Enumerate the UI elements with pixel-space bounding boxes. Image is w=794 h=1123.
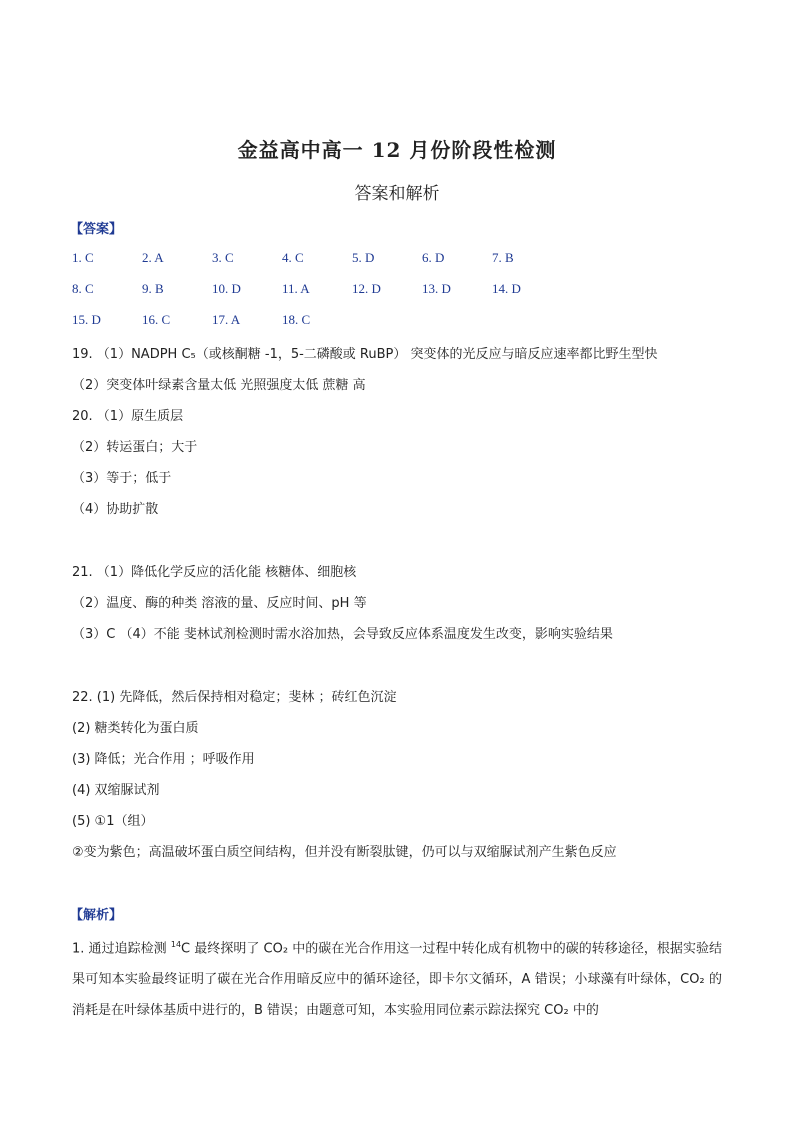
analysis-paragraph [72,929,722,1026]
answer-item: 12. D [352,281,381,296]
q19-line-1: 19. （1）NADPH C₅（或核酮糖 -1，5-二磷酸或 RuBP） 突变体的光反应与暗反应速率都比野生型快 [72,347,658,362]
answers-heading: 【答案】 [70,222,123,237]
answer-item: 16. C [142,312,171,327]
q21-line-2: （2）温度、酶的种类 溶液的量、反应时间、pH 等 [72,596,367,611]
answer-item: 9. B [142,281,164,296]
answer-item: 2. A [142,250,164,265]
answer-item: 18. C [282,312,311,327]
answer-item: 7. B [492,250,514,265]
q22-line-2: (2) 糖类转化为蛋白质 [72,721,199,736]
analysis-heading: 【解析】 [70,908,123,923]
q22-line-6: ②变为紫色；高温破坏蛋白质空间结构，但并没有断裂肽键，仍可以与双缩脲试剂产生紫色反应 [72,845,617,860]
answer-item: 17. A [212,312,241,327]
q22-line-5: (5) ①1（组） [72,814,154,829]
q21-line-1: 21. （1）降低化学反应的活化能 核糖体、细胞核 [72,565,357,580]
q22-line-1: 22. (1) 先降低，然后保持相对稳定；斐林 ；砖红色沉淀 [72,690,397,705]
analysis-text-a: 1. 通过追踪检测 [72,941,171,957]
q20-line-1: 20. （1）原生质层 [72,409,184,424]
analysis-text-b: C 最终探明了 CO₂ 中的碳在光合作用这一过程中转化成有机物中的碳的转移途径，根据实验结果可知本实验最终证明了碳在光合作用暗反应中的循环途径，即卡尔文循环，A 错误；小球藻有叶绿体，CO₂ 的消耗是在叶绿体基质中进行的，B 错误；由题意可知，本实验用同位素示踪法探究 CO₂ 中的 [72,941,722,1019]
isotope-superscript: 14 [170,940,182,949]
answer-item: 1. C [72,250,94,265]
q20-line-4: （4）协助扩散 [72,502,159,517]
answer-item: 13. D [422,281,451,296]
answer-item: 5. D [352,250,375,265]
answer-item: 4. C [282,250,304,265]
q20-line-2: （2）转运蛋白；大于 [72,440,198,455]
answer-item: 14. D [492,281,521,296]
answer-item: 8. C [72,281,94,296]
q22-line-4: (4) 双缩脲试剂 [72,783,160,798]
q21-line-3: （3）C （4）不能 斐林试剂检测时需水浴加热，会导致反应体系温度发生改变，影响实验结果 [72,627,613,642]
document-subtitle: 答案和解析 [354,184,440,204]
document-title: 金益高中高一 12 月份阶段性检测 [237,138,557,162]
answer-item: 10. D [212,281,241,296]
q20-line-3: （3）等于；低于 [72,471,172,486]
answer-item: 6. D [422,250,445,265]
answer-item: 11. A [282,281,310,296]
q19-line-2: （2）突变体叶绿素含量太低 光照强度太低 蔗糖 高 [72,378,366,393]
answer-item: 3. C [212,250,234,265]
answer-item: 15. D [72,312,101,327]
q22-line-3: (3) 降低；光合作用 ；呼吸作用 [72,752,255,767]
